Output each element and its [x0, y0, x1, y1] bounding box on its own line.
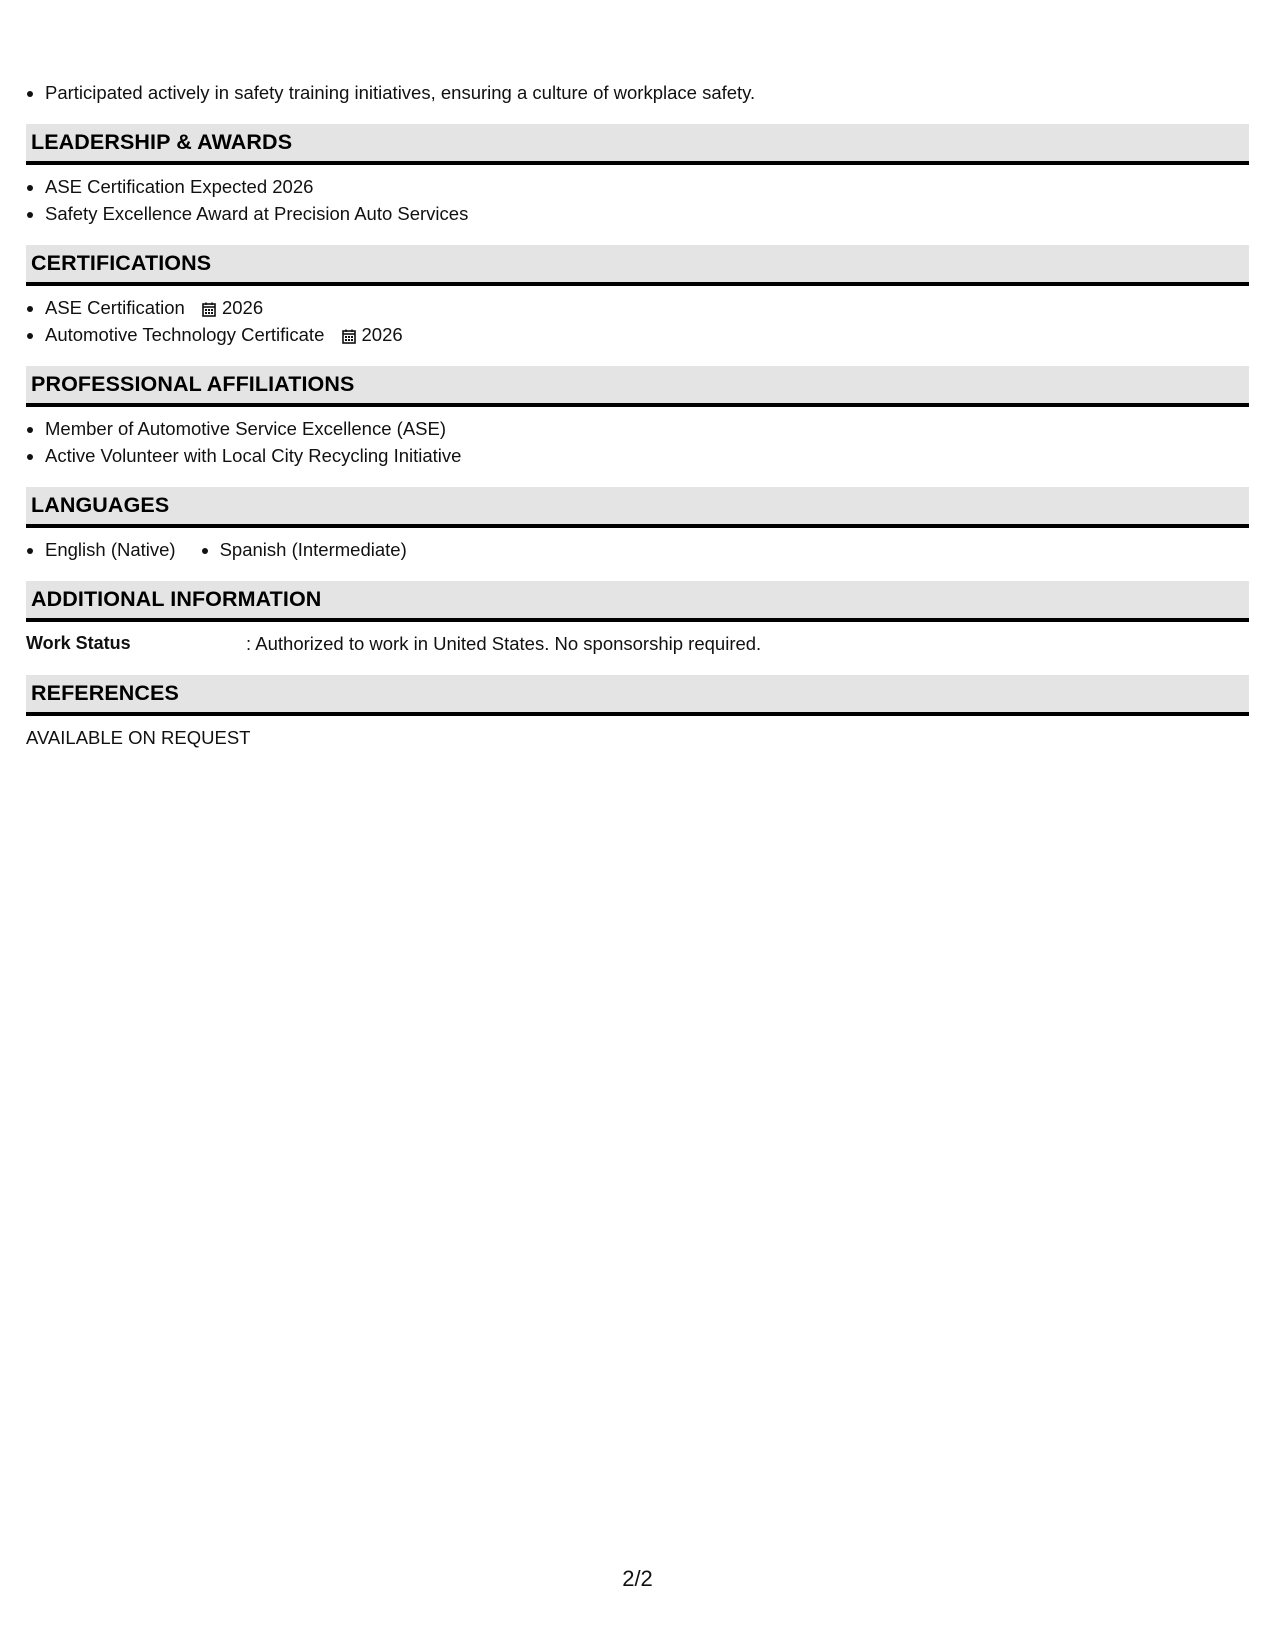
- certification-name: Automotive Technology Certificate: [45, 324, 325, 345]
- affiliations-list: [26, 415, 1249, 469]
- language-item: • English (Native): [45, 536, 176, 563]
- leadership-list: [26, 173, 1249, 227]
- page-number: 2/2: [622, 1566, 653, 1591]
- section-title: ADDITIONAL INFORMATION: [31, 587, 322, 611]
- certification-year: 2026: [221, 297, 264, 318]
- calendar-icon: [342, 329, 356, 344]
- list-item: • Participated actively in safety training initiatives, ensuring a culture of workplace safety.: [45, 79, 1249, 106]
- section-heading-leadership: [26, 124, 1249, 165]
- list-item: • Safety Excellence Award at Precision Auto Services: [45, 200, 1249, 227]
- experience-bullet-list: [26, 79, 1249, 106]
- section-title: REFERENCES: [31, 681, 179, 705]
- list-item: [45, 321, 1249, 348]
- section-title: CERTIFICATIONS: [31, 251, 212, 275]
- work-status-value: : Authorized to work in United States. No sponsorship required.: [246, 633, 762, 654]
- section-heading-affiliations: [26, 366, 1249, 407]
- calendar-icon: [202, 302, 216, 317]
- list-item: • Active Volunteer with Local City Recycling Initiative: [45, 442, 1249, 469]
- languages-list: [26, 536, 1249, 563]
- work-status-row: [26, 630, 1249, 657]
- certifications-list: [26, 294, 1249, 348]
- certification-name: ASE Certification: [45, 297, 185, 318]
- certification-year: 2026: [361, 324, 403, 345]
- section-title: LEADERSHIP & AWARDS: [31, 130, 293, 154]
- section-heading-languages: [26, 487, 1249, 528]
- list-item: • Member of Automotive Service Excellence (ASE): [45, 415, 1249, 442]
- section-title: LANGUAGES: [31, 493, 170, 517]
- list-item: • ASE Certification Expected 2026: [45, 173, 1249, 200]
- section-heading-certifications: [26, 245, 1249, 286]
- list-item: [45, 294, 1249, 321]
- references-text: AVAILABLE ON REQUEST: [26, 727, 251, 748]
- language-item: • Spanish (Intermediate): [220, 536, 407, 563]
- section-title: PROFESSIONAL AFFILIATIONS: [31, 372, 355, 396]
- resume-page: [26, 0, 1249, 751]
- work-status-label: Work Status: [26, 633, 131, 653]
- section-heading-references: [26, 675, 1249, 716]
- section-heading-additional: [26, 581, 1249, 622]
